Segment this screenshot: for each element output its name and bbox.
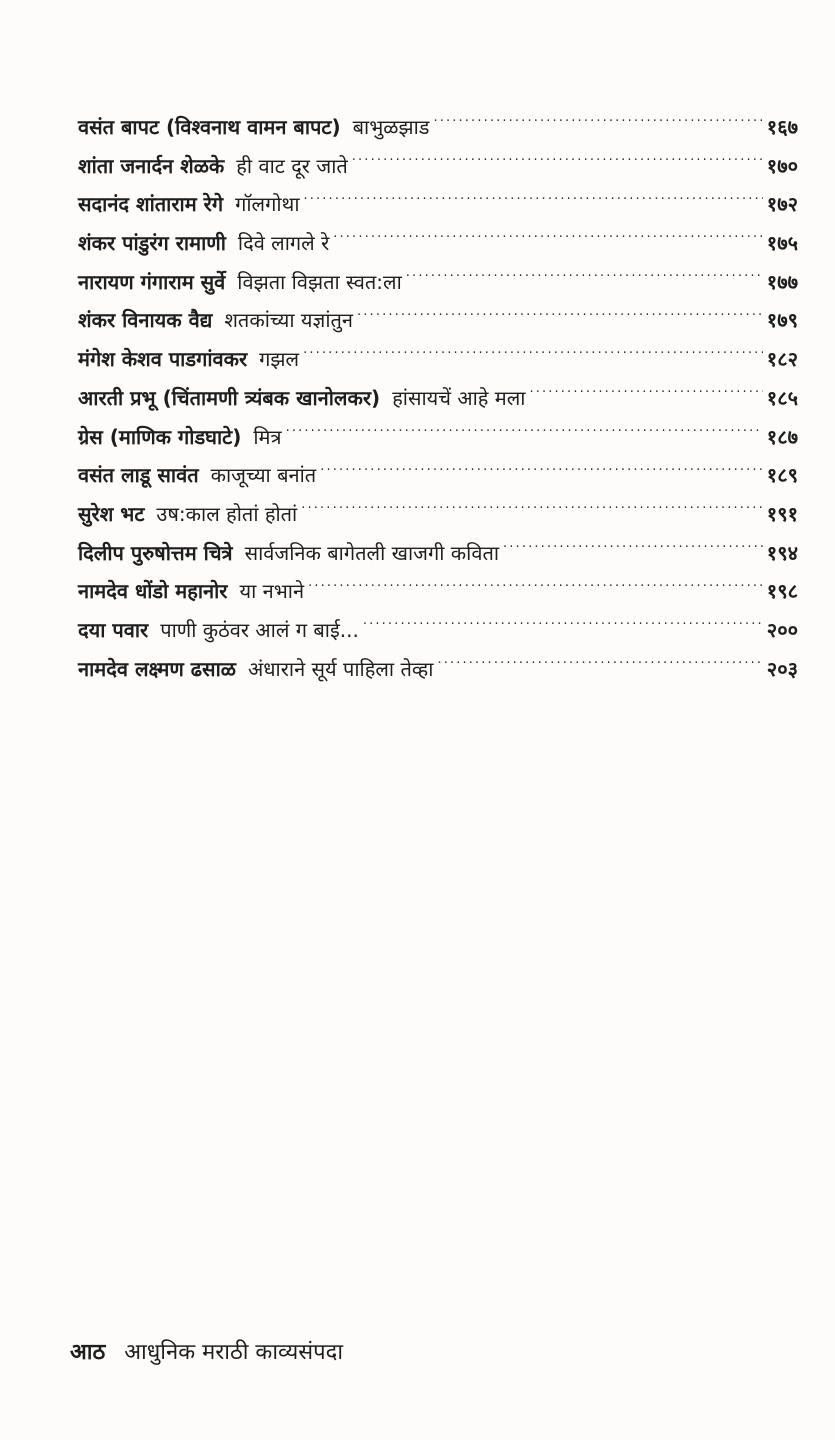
page-number: १८७	[766, 424, 798, 449]
book-title: आधुनिक मराठी काव्यसंपदा	[124, 1340, 344, 1365]
poet-name: आरती प्रभू (चिंतामणी त्र्यंबक खानोलकर)	[78, 385, 381, 410]
poem-title: गझल	[259, 347, 300, 372]
dot-leader	[352, 156, 763, 176]
table-of-contents	[78, 108, 798, 688]
poem-title: ही वाट दूर जाते	[236, 153, 348, 178]
poem-title: उष:काल होतां होतां	[156, 501, 298, 526]
dot-leader	[529, 388, 762, 408]
poem-title: पाणी कुठंवर आलं ग बाई...	[160, 617, 359, 642]
dot-leader	[363, 620, 763, 640]
page-number: १९१	[766, 501, 798, 526]
page-number: १८५	[766, 385, 798, 410]
poet-name: नामदेव लक्ष्मण ढसाळ	[78, 656, 236, 681]
toc-entry	[78, 495, 798, 534]
poem-title: गॉलगोथा	[235, 192, 300, 217]
toc-entry	[78, 418, 798, 457]
page-number: २०३	[766, 656, 798, 681]
toc-entry	[78, 301, 798, 340]
page-number: १८९	[766, 463, 798, 488]
page-number: १७२	[766, 192, 798, 217]
poet-name: शांता जनार्दन शेळके	[78, 153, 225, 178]
dot-leader	[303, 349, 763, 369]
poem-title: हांसायचें आहे मला	[392, 385, 526, 410]
dot-leader	[286, 427, 763, 447]
poem-title: बाभुळझाड	[352, 115, 430, 139]
toc-entry	[78, 456, 798, 495]
poet-name: सदानंद शांताराम रेगे	[78, 192, 224, 217]
toc-entry	[78, 224, 798, 263]
toc-entry	[78, 185, 798, 224]
poet-name: दया पवार	[78, 617, 149, 642]
dot-leader	[333, 233, 763, 253]
toc-entry	[78, 650, 798, 689]
page-number: १७०	[766, 153, 798, 178]
poet-name: वसंत बापट (विश्वनाथ वामन बापट)	[78, 115, 341, 139]
dot-leader	[503, 543, 763, 563]
page-number: १६७	[766, 115, 798, 139]
poet-name: सुरेश भट	[78, 501, 145, 526]
page-number: १९८	[766, 579, 798, 604]
poet-name: शंकर पांडुरंग रामाणी	[78, 231, 226, 256]
poem-title: मित्र	[253, 424, 282, 449]
poem-title: दिवे लागले रे	[237, 231, 330, 256]
poet-name: वसंत लाडू सावंत	[78, 463, 199, 488]
dot-leader	[320, 466, 763, 486]
poem-title: विझता विझता स्वत:ला	[237, 269, 402, 294]
page-number: १८२	[766, 347, 798, 372]
dot-leader	[308, 582, 763, 602]
toc-entry	[78, 379, 798, 418]
dot-leader	[357, 311, 763, 331]
dot-leader	[437, 659, 762, 679]
dot-leader	[433, 117, 762, 137]
toc-entry	[78, 611, 798, 650]
toc-entry	[78, 572, 798, 611]
poem-title: शतकांच्या यज्ञांतुन	[224, 308, 354, 333]
poet-name: दिलीप पुरुषोत्तम चित्रे	[78, 540, 233, 565]
page-number: १९४	[766, 540, 798, 565]
poem-title: अंधाराने सूर्य पाहिला तेव्हा	[247, 656, 434, 681]
toc-entry	[78, 108, 798, 147]
toc-entry	[78, 147, 798, 186]
poem-title: सार्वजनिक बागेतली खाजगी कविता	[244, 540, 500, 565]
page-number: १७७	[766, 269, 798, 294]
page-number: २००	[766, 617, 798, 642]
dot-leader	[301, 504, 763, 524]
dot-leader	[406, 272, 763, 292]
poem-title: या नभाने	[239, 579, 305, 604]
toc-entry	[78, 340, 798, 379]
page-folio: आठ	[70, 1340, 106, 1365]
page-number: १७९	[766, 308, 798, 333]
page-footer	[70, 1336, 343, 1366]
toc-entry	[78, 534, 798, 573]
toc-entry	[78, 263, 798, 302]
poet-name: नारायण गंगाराम सुर्वे	[78, 269, 226, 294]
dot-leader	[304, 195, 763, 215]
poet-name: मंगेश केशव पाडगांवकर	[78, 347, 248, 372]
poet-name: शंकर विनायक वैद्य	[78, 308, 213, 333]
poet-name: नामदेव धोंडो महानोर	[78, 579, 228, 604]
poet-name: ग्रेस (माणिक गोडघाटे)	[78, 424, 242, 449]
poem-title: काजूच्या बनांत	[210, 463, 317, 488]
page-number: १७५	[766, 231, 798, 256]
